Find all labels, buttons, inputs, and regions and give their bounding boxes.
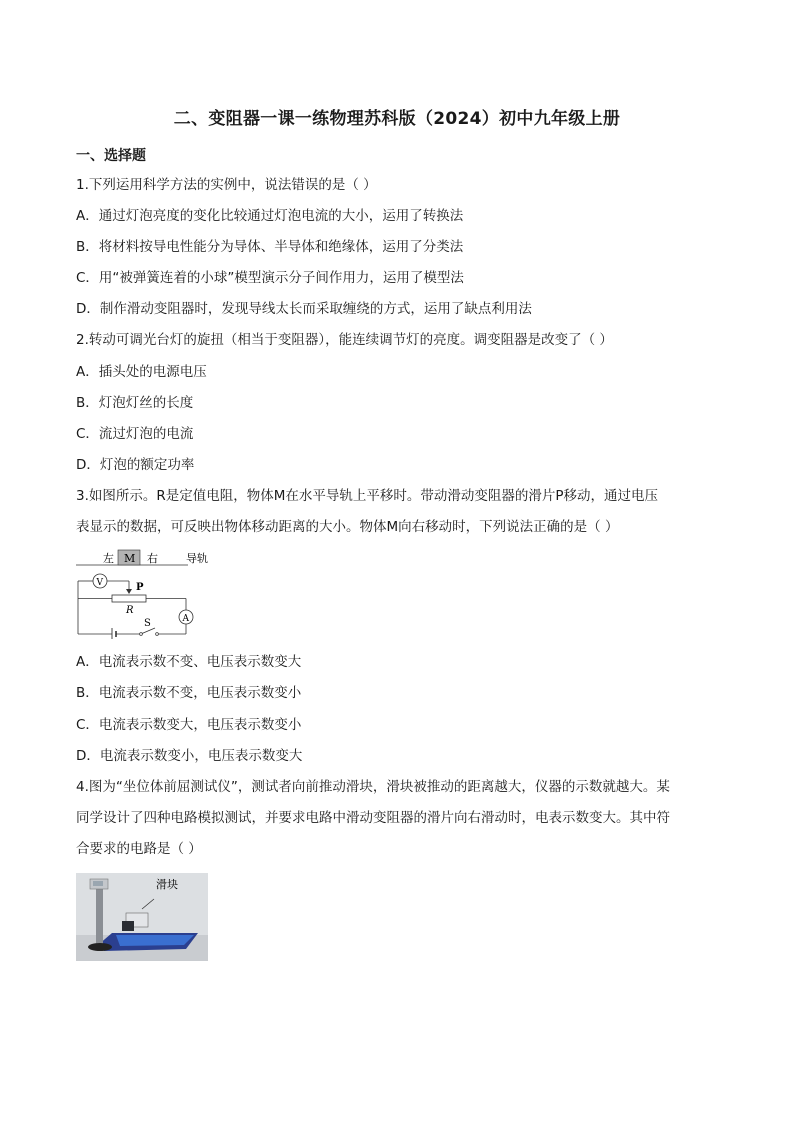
page-title: 二、变阻器一课一练物理苏科版（2024）初中九年级上册 <box>173 109 621 129</box>
tester-column <box>96 887 103 945</box>
question-2-option-a: A．插头处的电源电压 <box>76 364 207 380</box>
question-1-option-b: B．将材料按导电性能分为导体、半导体和绝缘体，运用了分类法 <box>76 239 464 255</box>
circuit-diagram <box>76 547 216 639</box>
label-right: 右 <box>147 552 158 565</box>
question-2-option-c: C．流过灯泡的电流 <box>76 426 194 442</box>
voltmeter-label: V <box>96 578 103 588</box>
question-3-stem-line-2: 表显示的数据，可反映出物体移动距离的大小。物体M向右移动时，下列说法正确的是（ ） <box>76 519 619 535</box>
switch-label: S <box>144 618 151 629</box>
resistor-label: R <box>126 605 134 616</box>
question-3-option-d: D．电流表示数变小，电压表示数变大 <box>76 748 303 764</box>
ammeter-label: A <box>182 614 189 624</box>
slider-base <box>122 921 134 931</box>
resistor-symbol <box>112 595 146 602</box>
question-3-option-c: C．电流表示数变大，电压表示数变小 <box>76 717 302 733</box>
question-2-option-b: B．灯泡灯丝的长度 <box>76 395 194 411</box>
label-rail: 导轨 <box>186 552 208 565</box>
question-4-stem-line-3: 合要求的电路是（ ） <box>76 841 202 857</box>
question-1-stem: 1.下列运用科学方法的实例中，说法错误的是（ ） <box>76 177 377 193</box>
switch-contact-right <box>156 633 159 636</box>
switch-contact-left <box>140 633 143 636</box>
question-4-stem-line-2: 同学设计了四种电路模拟测试，并要求电路中滑动变阻器的滑片向右滑动时，电表示数变大。其中符 <box>76 810 670 826</box>
question-2-stem: 2.转动可调光台灯的旋扭（相当于变阻器），能连续调节灯的亮度。调变阻器是改变了（ ） <box>76 332 613 348</box>
slider-label: 滑块 <box>156 878 178 891</box>
section-heading: 一、选择题 <box>76 148 146 164</box>
question-3-option-a: A．电流表示数不变、电压表示数变大 <box>76 654 302 670</box>
slider-label: P <box>136 582 144 593</box>
sit-and-reach-tester-photo <box>76 873 208 961</box>
question-4-stem-line-1: 4.图为“坐位体前屈测试仪”，测试者向前推动滑块，滑块被推动的距离越大，仪器的示数就越大。某 <box>76 779 670 795</box>
slider-arrow <box>126 589 132 594</box>
tester-screen <box>93 881 103 886</box>
question-3-stem-line-1: 3.如图所示。R是定值电阻，物体M在水平导轨上平移时。带动滑动变阻器的滑片P移动，通过电压 <box>76 488 659 504</box>
tester-platform-top <box>116 935 194 946</box>
label-left: 左 <box>103 552 114 565</box>
question-1-option-d: D．制作滑动变阻器时，发现导线太长而采取缠绕的方式，运用了缺点利用法 <box>76 301 532 317</box>
question-1-option-a: A．通过灯泡亮度的变化比较通过灯泡电流的大小，运用了转换法 <box>76 208 464 224</box>
tester-foot <box>88 943 112 951</box>
question-3-option-b: B．电流表示数不变，电压表示数变小 <box>76 685 302 701</box>
question-2-option-d: D．灯泡的额定功率 <box>76 457 195 473</box>
label-m: M <box>124 552 136 565</box>
question-1-option-c: C．用“被弹簧连着的小球”模型演示分子间作用力，运用了模型法 <box>76 270 464 286</box>
